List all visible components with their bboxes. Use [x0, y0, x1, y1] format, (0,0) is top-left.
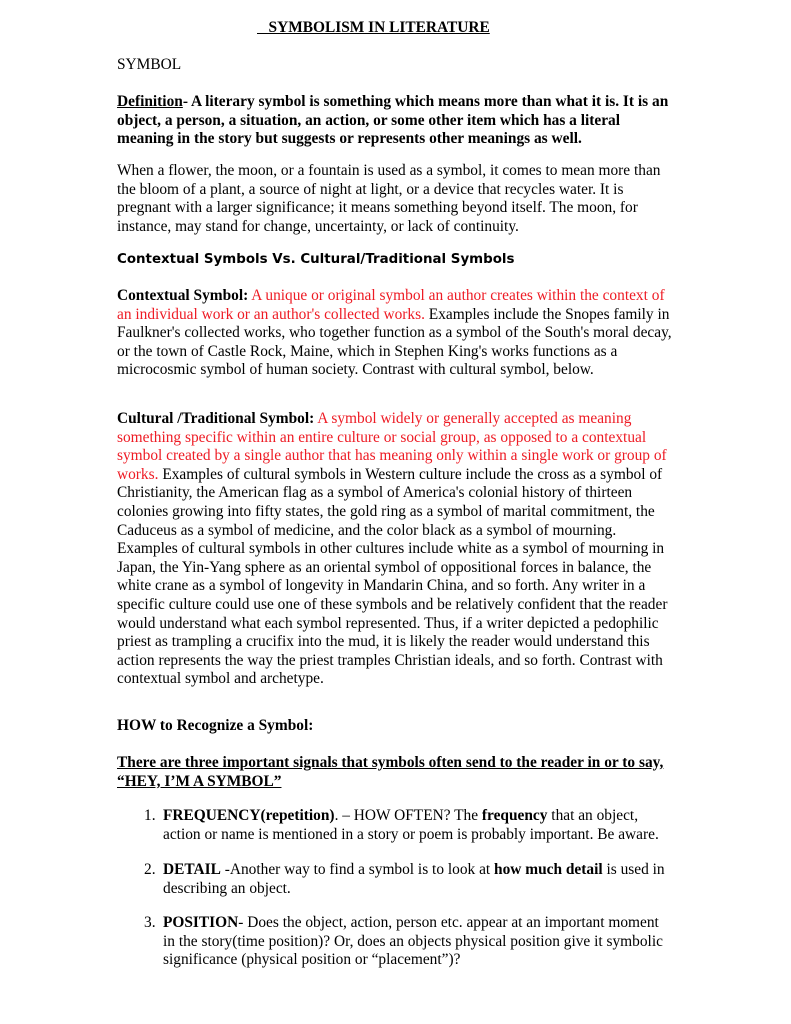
- list-item-text: . – HOW OFTEN? The: [334, 807, 482, 824]
- list-item-position: [144, 914, 674, 970]
- contextual-vs-cultural-heading: Contextual Symbols Vs. Cultural/Traditional Symbols: [117, 252, 515, 267]
- signals-heading: There are three important signals that symbols often send to the reader in or to say, “HEY, I’M A SYMBOL”: [117, 754, 664, 790]
- contextual-symbol-label: Contextual Symbol:: [117, 287, 249, 304]
- list-item-label: FREQUENCY(repetition): [163, 807, 335, 824]
- list-item-number: 3.: [144, 914, 156, 931]
- list-item-text: - Does the object, action, person etc. appear at an important moment in the story(time position)? Or, does an objects physical position give it symbolic significance (physical position or “placement”)?: [163, 914, 663, 969]
- definition-paragraph: [117, 93, 673, 149]
- contextual-symbol-text: Examples include the Snopes family in Faulkner's collected works, who together function as a symbol of the South's moral decay, or the town of Castle Rock, Maine, which in Stephen King's works functions as a microcosmic symbol of human society. Contrast with cultural symbol, below.: [117, 305, 672, 379]
- list-item-text-end: that an object, action or name is mentioned in a story or poem is probably important. Be aware.: [163, 807, 659, 843]
- cultural-symbol-paragraph: [117, 410, 673, 689]
- intro-paragraph: When a flower, the moon, or a fountain is used as a symbol, it comes to mean more than the bloom of a plant, a source of night at light, or a device that recycles water. It is pregnant with a larger significance; it means something beyond itself. The moon, for instance, may stand for change, uncertainty, or lack of continuity.: [117, 162, 661, 235]
- list-item-label: POSITION: [163, 914, 239, 931]
- symbol-label: SYMBOL: [117, 56, 182, 73]
- definition-label: Definition: [117, 93, 183, 110]
- contextual-symbol-definition: A unique or original symbol an author creates within the context of an individual work or an author's collected works.: [117, 287, 665, 323]
- definition-dash: -: [182, 93, 188, 110]
- list-item-emphasis: how much detail: [494, 861, 603, 878]
- cultural-symbol-label: Cultural /Traditional Symbol:: [117, 410, 315, 427]
- contextual-symbol-paragraph: [117, 287, 677, 380]
- list-item-text: -Another way to find a symbol is to look at: [220, 861, 495, 878]
- page-title: SYMBOLISM IN LITERATURE: [257, 19, 490, 36]
- cultural-symbol-definition: A symbol widely or generally accepted as meaning something specific within an entire culture or social group, as opposed to a contextual symbol created by a single author that has meaning only within a single work or group of works.: [117, 410, 667, 483]
- list-item-frequency: [144, 807, 674, 844]
- list-item-number: 2.: [144, 861, 156, 878]
- list-item-label: DETAIL: [163, 861, 221, 878]
- list-item-text-end: is used in describing an object.: [163, 861, 665, 897]
- how-to-recognize-heading: HOW to Recognize a Symbol:: [117, 717, 314, 734]
- cultural-symbol-text: Examples of cultural symbols in Western culture include the cross as a symbol of Christianity, the American flag as a symbol of America's colonial history of thirteen colonies growing into fifty states, the gold ring as a symbol of marital commitment, the Caduceus as a symbol of medicine, and the color black as a symbol of mourning. Examples of cultural symbols in other cultures include white as a symbol of mourning in Japan, the Yin-Yang sphere as an oriental symbol of oppositional forces in balance, the white crane as a symbol of longevity in Mandarin China, and so forth. Any writer in a specific culture could use one of these symbols and be relatively confident that the reader would understand what each symbol represented. Thus, if a writer depicted a pedophilic priest as trampling a crucifix into the mud, it is likely the reader would understand this action represents the way the priest tramples Christian ideals, and so forth. Contrast with contextual symbol and archetype.: [117, 465, 668, 688]
- list-item-emphasis: frequency: [481, 807, 548, 824]
- definition-text: A literary symbol is something which means more than what it is. It is an object, a person, a situation, an action, or some other item which has a literal meaning in the story but suggests or represents other meanings as well.: [117, 93, 669, 148]
- list-item-number: 1.: [144, 807, 156, 824]
- list-item-detail: [144, 861, 674, 898]
